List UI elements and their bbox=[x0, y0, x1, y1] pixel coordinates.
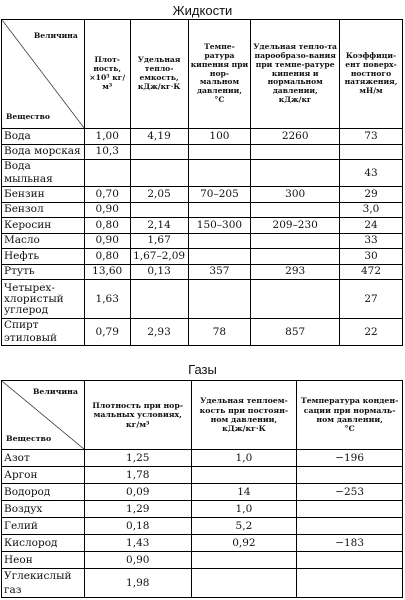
gases-cell: 1,43 bbox=[84, 535, 191, 552]
gases-row-substance: Неон bbox=[2, 552, 85, 569]
liquids-cell bbox=[130, 160, 188, 187]
liquids-cell: 1,67 bbox=[130, 233, 188, 249]
liquids-cell: 100 bbox=[188, 129, 251, 145]
liquids-cell: 1,00 bbox=[84, 129, 130, 145]
liquids-row-substance: Вода bbox=[2, 129, 85, 145]
liquids-cell: 0,13 bbox=[130, 264, 188, 280]
liquids-table-title: Жидкости bbox=[172, 3, 233, 18]
liquids-cell: 1,67–2,09 bbox=[130, 249, 188, 265]
liquids-cell: 857 bbox=[251, 319, 340, 346]
liquids-cell: 73 bbox=[340, 129, 403, 145]
liquids-cell bbox=[188, 280, 251, 319]
liquids-row bbox=[2, 264, 403, 280]
liquids-row-substance: Керосин bbox=[2, 218, 85, 234]
gases-cell: −183 bbox=[297, 535, 403, 552]
liquids-cell bbox=[340, 144, 403, 160]
liquids-cell bbox=[251, 233, 340, 249]
gases-col-heat-capacity: Удельная теплоем-кость при постоян-ном давлении, кДж/кг·К bbox=[191, 381, 297, 450]
liquids-row bbox=[2, 129, 403, 145]
liquids-table bbox=[1, 19, 403, 346]
gases-table bbox=[1, 380, 403, 598]
liquids-header-quantity: Величина bbox=[33, 31, 78, 40]
gases-row bbox=[2, 518, 403, 535]
gases-row-substance: Кислород bbox=[2, 535, 85, 552]
liquids-cell bbox=[251, 280, 340, 319]
liquids-cell: 4,19 bbox=[130, 129, 188, 145]
liquids-cell bbox=[130, 202, 188, 218]
liquids-cell: 209–230 bbox=[251, 218, 340, 234]
gases-row-substance: Воздух bbox=[2, 501, 85, 518]
gases-row-substance: Углекислый газ bbox=[2, 569, 85, 598]
gases-cell bbox=[297, 501, 403, 518]
gases-row bbox=[2, 467, 403, 484]
gases-cell: 14 bbox=[191, 484, 297, 501]
liquids-cell: 0,80 bbox=[84, 218, 130, 234]
gases-header-substance: Вещество bbox=[6, 433, 52, 443]
gases-cell bbox=[191, 569, 297, 598]
gases-cell: 1,29 bbox=[84, 501, 191, 518]
liquids-cell: 30 bbox=[340, 249, 403, 265]
liquids-row-substance: Спирт этиловый bbox=[2, 319, 85, 346]
liquids-cell: 70–205 bbox=[188, 187, 251, 203]
liquids-cell bbox=[188, 202, 251, 218]
liquids-cell: 43 bbox=[340, 160, 403, 187]
liquids-cell: 27 bbox=[340, 280, 403, 319]
gases-row-substance: Водород bbox=[2, 484, 85, 501]
liquids-cell bbox=[188, 160, 251, 187]
liquids-header-substance: Вещество bbox=[6, 112, 50, 122]
gases-row bbox=[2, 552, 403, 569]
gases-cell: 1,25 bbox=[84, 450, 191, 467]
gases-cell bbox=[297, 467, 403, 484]
liquids-row bbox=[2, 202, 403, 218]
liquids-cell: 0,80 bbox=[84, 249, 130, 265]
liquids-row-substance: Ртуть bbox=[2, 264, 85, 280]
liquids-cell: 2,05 bbox=[130, 187, 188, 203]
gases-row bbox=[2, 450, 403, 467]
liquids-row bbox=[2, 249, 403, 265]
liquids-col-vaporization-heat: Удельная тепло-та парообразо-вания при темпе-ратуре кипения и нормальном давлении, кДж/кг bbox=[251, 20, 340, 129]
liquids-cell bbox=[251, 249, 340, 265]
liquids-cell: 300 bbox=[251, 187, 340, 203]
gases-col-density: Плотность при нор-мальных условиях, кг/м³ bbox=[84, 381, 191, 450]
gases-cell: 1,0 bbox=[191, 450, 297, 467]
liquids-col-heat-capacity: Удельная тепло-емкость, кДж/кг·К bbox=[130, 20, 188, 129]
liquids-cell: 22 bbox=[340, 319, 403, 346]
gases-cell bbox=[297, 518, 403, 535]
liquids-cell: 13,60 bbox=[84, 264, 130, 280]
liquids-cell: 357 bbox=[188, 264, 251, 280]
gases-cell bbox=[191, 467, 297, 484]
liquids-row-substance: Вода мыльная bbox=[2, 160, 85, 187]
gases-col-condensation-temp: Температура конден-сации при нормаль-ном давлении, °С bbox=[297, 381, 403, 450]
gases-cell: 5,2 bbox=[191, 518, 297, 535]
liquids-row-substance: Вода морская bbox=[2, 144, 85, 160]
liquids-row bbox=[2, 160, 403, 187]
liquids-cell: 0,90 bbox=[84, 233, 130, 249]
liquids-row-substance: Бензин bbox=[2, 187, 85, 203]
liquids-cell bbox=[188, 233, 251, 249]
gases-row-substance: Азот bbox=[2, 450, 85, 467]
liquids-cell: 2,14 bbox=[130, 218, 188, 234]
liquids-cell: 150–300 bbox=[188, 218, 251, 234]
liquids-cell bbox=[251, 160, 340, 187]
liquids-cell: 1,63 bbox=[84, 280, 130, 319]
liquids-row bbox=[2, 144, 403, 160]
liquids-row bbox=[2, 233, 403, 249]
liquids-col-surface-tension: Коэффици-ент поверх-ностного натяжения, мН/м bbox=[340, 20, 403, 129]
liquids-cell bbox=[130, 144, 188, 160]
liquids-corner-header bbox=[2, 20, 85, 129]
gases-cell: 0,18 bbox=[84, 518, 191, 535]
liquids-cell: 29 bbox=[340, 187, 403, 203]
gases-cell: 0,09 bbox=[84, 484, 191, 501]
gases-corner-header bbox=[2, 381, 85, 450]
liquids-col-density: Плот-ность, ×10³ кг/м³ bbox=[84, 20, 130, 129]
liquids-cell bbox=[251, 144, 340, 160]
liquids-cell: 0,90 bbox=[84, 202, 130, 218]
liquids-cell bbox=[188, 249, 251, 265]
gases-cell: 1,78 bbox=[84, 467, 191, 484]
gases-row bbox=[2, 484, 403, 501]
liquids-cell: 10,3 bbox=[84, 144, 130, 160]
liquids-cell: 24 bbox=[340, 218, 403, 234]
gases-header-quantity: Величина bbox=[32, 387, 78, 396]
liquids-row-substance: Бензол bbox=[2, 202, 85, 218]
liquids-cell: 293 bbox=[251, 264, 340, 280]
gases-cell: 0,90 bbox=[84, 552, 191, 569]
gases-row-substance: Аргон bbox=[2, 467, 85, 484]
liquids-cell bbox=[84, 160, 130, 187]
gases-row-substance: Гелий bbox=[2, 518, 85, 535]
gases-cell: 1,0 bbox=[191, 501, 297, 518]
liquids-row-substance: Нефть bbox=[2, 249, 85, 265]
gases-row bbox=[2, 569, 403, 598]
liquids-cell: 3,0 bbox=[340, 202, 403, 218]
liquids-cell bbox=[251, 202, 340, 218]
gases-cell: 0,92 bbox=[191, 535, 297, 552]
liquids-cell: 0,70 bbox=[84, 187, 130, 203]
gases-cell: −253 bbox=[297, 484, 403, 501]
liquids-row-substance: Масло bbox=[2, 233, 85, 249]
liquids-row bbox=[2, 187, 403, 203]
gases-cell bbox=[297, 569, 403, 598]
liquids-cell: 472 bbox=[340, 264, 403, 280]
liquids-row bbox=[2, 218, 403, 234]
gases-cell: −196 bbox=[297, 450, 403, 467]
liquids-cell: 2260 bbox=[251, 129, 340, 145]
liquids-row bbox=[2, 280, 403, 319]
liquids-row-substance: Четырех-хлористый углерод bbox=[2, 280, 85, 319]
liquids-cell bbox=[188, 144, 251, 160]
liquids-cell: 33 bbox=[340, 233, 403, 249]
gases-table-title: Газы bbox=[188, 362, 217, 377]
gases-row bbox=[2, 535, 403, 552]
liquids-cell: 2,93 bbox=[130, 319, 188, 346]
liquids-col-boiling-point: Темпе-ратура кипения при нор-мальном давлении, °С bbox=[188, 20, 251, 129]
gases-cell bbox=[297, 552, 403, 569]
gases-row bbox=[2, 501, 403, 518]
liquids-cell: 0,79 bbox=[84, 319, 130, 346]
liquids-row bbox=[2, 319, 403, 346]
liquids-cell: 78 bbox=[188, 319, 251, 346]
liquids-cell bbox=[130, 280, 188, 319]
gases-cell bbox=[191, 552, 297, 569]
gases-cell: 1,98 bbox=[84, 569, 191, 598]
